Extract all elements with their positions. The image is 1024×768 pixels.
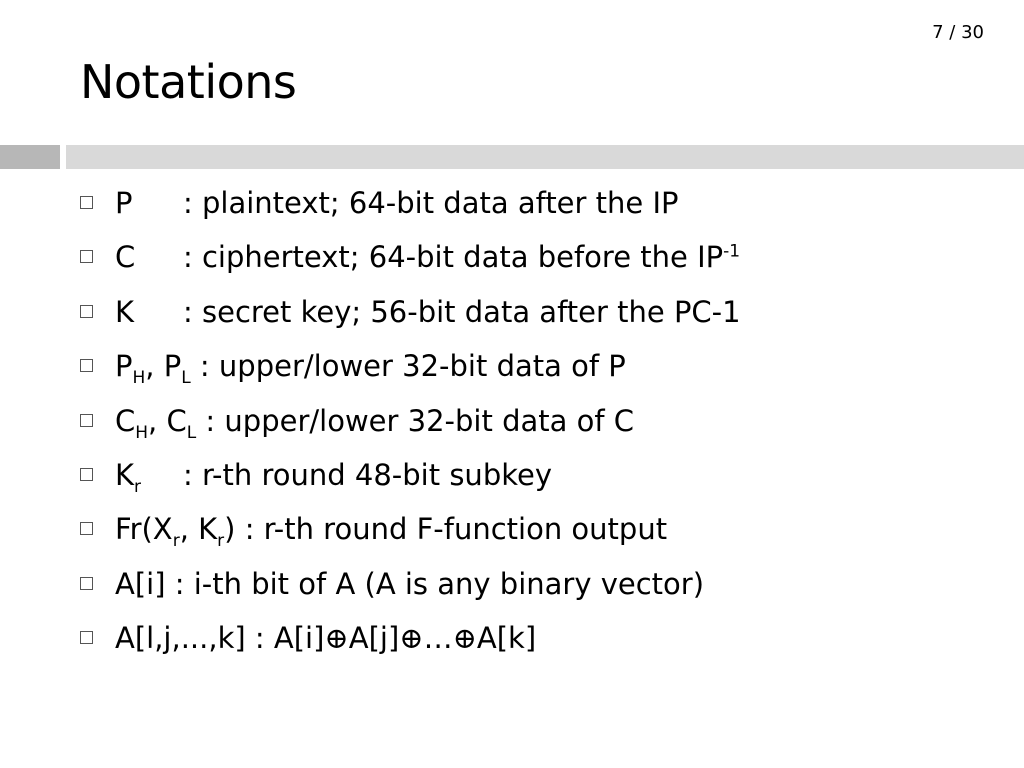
- notation-line: A[i] : i-th bit of A (A is any binary vector): [115, 566, 705, 601]
- notation-symbol: K: [115, 294, 135, 329]
- symbol: , K: [179, 512, 218, 547]
- square-bullet-icon: [80, 414, 93, 427]
- symbol: C: [115, 403, 136, 438]
- description-text: : ciphertext; 64-bit data before the IP: [183, 240, 724, 275]
- notation-list: [80, 186, 741, 676]
- subscript: L: [186, 422, 197, 443]
- symbol: Fr(X: [115, 512, 173, 547]
- xor-icon: ⊕: [324, 621, 349, 656]
- title-divider-bar: [66, 145, 1024, 169]
- symbol: P: [163, 349, 182, 384]
- description-text: : upper/lower 32-bit data of C: [196, 403, 635, 438]
- list-item: [80, 404, 741, 458]
- expression-text: A[k]: [476, 621, 537, 656]
- notation-symbol: [115, 457, 183, 497]
- notation-symbol: C: [115, 240, 136, 275]
- subscript: r: [217, 531, 225, 552]
- subscript: H: [132, 367, 146, 388]
- square-bullet-icon: [80, 196, 93, 209]
- square-bullet-icon: [80, 359, 93, 372]
- list-item: [80, 512, 741, 566]
- superscript: -1: [723, 241, 741, 262]
- list-item: [80, 349, 741, 403]
- notation-description: : plaintext; 64-bit data after the IP: [183, 186, 679, 220]
- notation-description: : secret key; 56-bit data after the PC-1: [183, 294, 741, 329]
- subscript: r: [172, 531, 180, 552]
- square-bullet-icon: [80, 305, 93, 318]
- notation-description: [183, 240, 740, 274]
- page-number: 7 / 30: [932, 22, 984, 43]
- ellipsis: …: [423, 621, 453, 656]
- description-text: : upper/lower 32-bit data of P: [190, 349, 626, 384]
- slide-title: Notations: [80, 55, 297, 109]
- notation-line: [115, 512, 668, 552]
- notation-line: [115, 403, 635, 443]
- expression-text: A[l,j,...,k] : A[i]: [115, 621, 325, 656]
- subscript: r: [134, 476, 142, 497]
- subscript: H: [135, 422, 149, 443]
- list-item: [80, 567, 741, 621]
- xor-icon: ⊕: [452, 621, 477, 656]
- title-divider-accent: [0, 145, 60, 169]
- description-text: ) : r-th round F-function output: [224, 512, 668, 547]
- square-bullet-icon: [80, 468, 93, 481]
- square-bullet-icon: [80, 631, 93, 644]
- notation-symbol: P: [115, 186, 133, 220]
- list-item: [80, 458, 741, 512]
- notation-line: [115, 349, 626, 388]
- notation-line: [115, 621, 536, 655]
- xor-icon: ⊕: [399, 621, 424, 656]
- square-bullet-icon: [80, 522, 93, 535]
- symbol: P: [115, 349, 133, 384]
- square-bullet-icon: [80, 250, 93, 263]
- symbol: C: [166, 403, 187, 438]
- list-item: [80, 186, 741, 240]
- notation-description: : r-th round 48-bit subkey: [183, 457, 552, 492]
- symbol: K: [115, 457, 135, 492]
- square-bullet-icon: [80, 577, 93, 590]
- expression-text: A[j]: [348, 621, 400, 656]
- separator: ,: [145, 349, 164, 384]
- list-item: [80, 240, 741, 294]
- separator: ,: [148, 403, 167, 438]
- list-item: [80, 295, 741, 349]
- list-item: [80, 621, 741, 675]
- subscript: L: [181, 367, 191, 388]
